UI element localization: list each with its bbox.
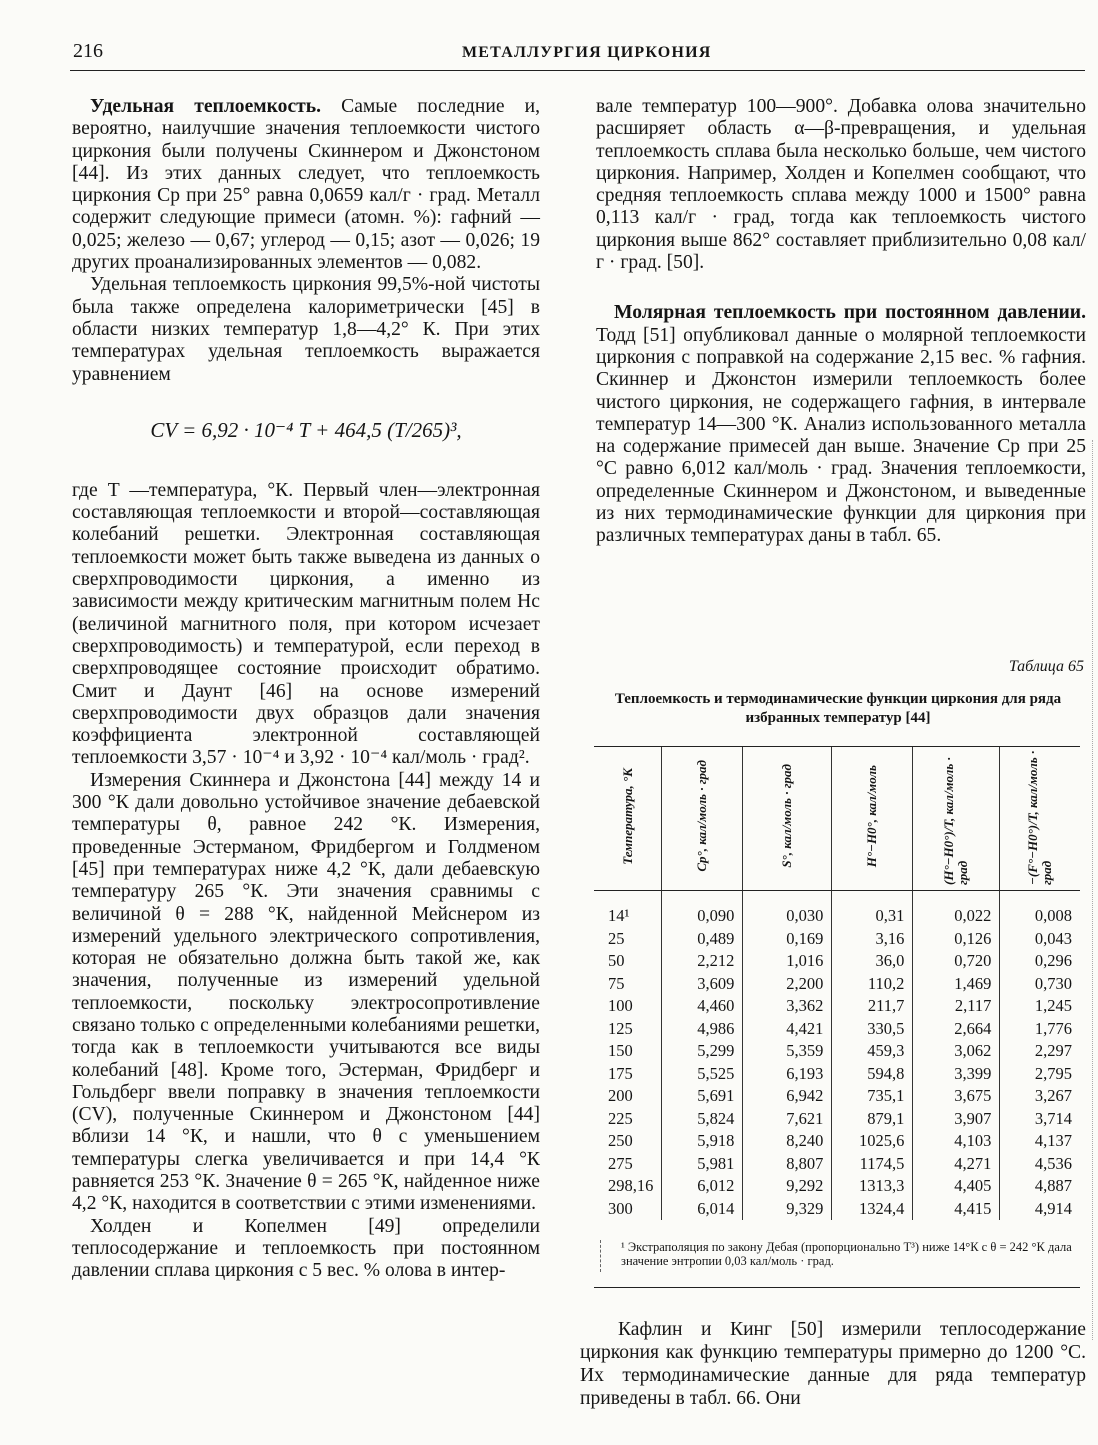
table-cell: 0,043 bbox=[1034, 928, 1072, 948]
table-row bbox=[594, 928, 1080, 951]
table-cell: 3,399 bbox=[913, 1063, 1000, 1086]
table-cell: 298,16 bbox=[594, 1175, 662, 1198]
table-row bbox=[594, 1153, 1080, 1176]
paragraph-text: Самые последние и, вероятно, наилучшие значения теплоемкости чистого циркония были получены Скиннером и Джонстоном [44]. Из этих данных следует, что теплоемкость циркония Cp при 25° равна 0,0659 кал/г · град. Металл содержит следующие примеси (атомн. %): гафний — 0,025; железо — 0,67; углерод — 0,15; азот — 0,026; 19 других проанализированных элементов — 0,082. bbox=[72, 96, 540, 274]
table-cell: 4,460 bbox=[662, 995, 743, 1018]
table-cell: 0,730 bbox=[1034, 973, 1072, 993]
paragraph-electronic-component: где T —температура, °К. Первый член—электронная составляющая теплоемкости и второй—составляющая колебаний решетки. Электронная составляющая теплоемкости может быть также выведена из данных о сверхпроводимости циркония, а именно из зависимости между критическим магнитным полем Hc (величиной магнитного поля, при котором исчезает сверхпроводимость) и температурой, если переход в сверхпроводящее состояние происходит обратимо. Смит и Даунт [46] на основе измерений сверхпроводимости двух образцов дали значения коэффициента электронной составляющей теплоемкости 3,57 · 10⁻⁴ и 3,92 · 10⁻⁴ кал/моль · град². bbox=[72, 479, 540, 769]
table-cell: 459,3 bbox=[832, 1040, 913, 1063]
table-row bbox=[594, 1063, 1080, 1086]
table-cell: 594,8 bbox=[832, 1063, 913, 1086]
paragraph-debye-temperature: Измерения Скиннера и Джонстона [44] между 14 и 300 °К дали довольно устойчивое значение дебаевской температуры θ, равное 242 °К. Измерения, проведенные Эстерманом, Фридбергом и Голдменом [45] при температурах ниже 4,2 °К, дали дебаевскую температуру 265 °К. Эти значения сравнимы с величиной θ = 288 °К, найденной Мейснером из измерений удельного электрического сопротивления, которая не обязательно должна быть такой же, как значения, полученные из измерений удельной теплоемкости, поскольку электросопротивление связано только с определенными колебаниями решетки, тогда как в теплоемкости учитываются все виды колебаний [48]. Кроме того, Эстерман, Фридберг и Гольдберг ввели поправку в значения теплоемкости (CV), полученные Скиннером и Джонстоном [44] вблизи 14 °К, и нашли, что θ с уменьшением температуры слегка увеличивается и при 14,4 °К равняется 253 °К. Значение θ = 265 °К, найденное ниже 4,2 °К, находится в соответствии с этими изменениями. bbox=[72, 769, 540, 1215]
table-cell: 7,621 bbox=[743, 1108, 832, 1131]
paragraph-calorimetric: Удельная теплоемкость циркония 99,5%-ной чистоты была также определена калориметрически [45] в области низких температур 1,8—4,2° К. При этих температурах удельная теплоемкость выражается уравнением bbox=[72, 274, 540, 385]
table-cell: 0,31 bbox=[832, 891, 913, 928]
table-row bbox=[594, 995, 1080, 1018]
table-cell: 225 bbox=[594, 1108, 662, 1131]
table-cell: 200 bbox=[594, 1085, 662, 1108]
table-cell: 110,2 bbox=[832, 973, 913, 996]
table-cell: 100 bbox=[594, 995, 662, 1018]
table-cell: 0,030 bbox=[743, 891, 832, 928]
table-cell: 1025,6 bbox=[832, 1130, 913, 1153]
table-cell: 0,489 bbox=[662, 928, 743, 951]
table-cell: 275 bbox=[594, 1153, 662, 1176]
table-cell: 9,292 bbox=[743, 1175, 832, 1198]
continuation-text bbox=[580, 1318, 1086, 1410]
table-cell: 1,245 bbox=[1034, 996, 1072, 1015]
table-cell: 4,405 bbox=[913, 1175, 1000, 1198]
table-cell: 1,016 bbox=[743, 950, 832, 973]
table-cell: 250 bbox=[594, 1130, 662, 1153]
table-cell: 6,012 bbox=[662, 1175, 743, 1198]
paragraph-coughlin-king: Кафлин и Кинг [50] измерили теплосодержание циркония как функцию температуры примерно до 1200 °С. Их термодинамические данные для ряда температур приведены в табл. 66. Они bbox=[580, 1319, 1086, 1409]
table-cell: 300 bbox=[594, 1198, 662, 1221]
table-row bbox=[594, 1085, 1080, 1108]
running-title: МЕТАЛЛУРГИЯ ЦИРКОНИЯ bbox=[462, 44, 712, 61]
table-cell: 2,664 bbox=[913, 1018, 1000, 1041]
table-cell: 3,062 bbox=[913, 1040, 1000, 1063]
table-cell: 0,126 bbox=[913, 928, 1000, 951]
paragraph-tin-alloy: вале температур 100—900°. Добавка олова значительно расширяет область α—β-превращения, и удельная теплоемкость сплава была несколько больше, чем чистого циркония. Например, Холден и Копелмен сообщают, что средняя теплоемкость сплава между 1000 и 1500° равна 0,113 кал/г · град, тогда как теплоемкость чистого циркония выше 862° составляет приблизительно 0,08 кал/г · град. [50]. bbox=[596, 96, 1086, 274]
table-cell: 5,359 bbox=[743, 1040, 832, 1063]
table-cell: 4,415 bbox=[913, 1198, 1000, 1221]
table-cell: 5,981 bbox=[662, 1153, 743, 1176]
table-cell: 1,776 bbox=[1034, 1018, 1072, 1038]
table-cell: 1174,5 bbox=[832, 1153, 913, 1176]
table-cell: 4,986 bbox=[662, 1018, 743, 1041]
table-cell: 6,193 bbox=[743, 1063, 832, 1086]
table-cell: 50 bbox=[594, 950, 662, 973]
table-row bbox=[594, 973, 1080, 996]
section-heading-molar-heat: Молярная теплоемкость при постоянном давлении. bbox=[614, 302, 1086, 324]
column-header: H°−H0°, кал/моль bbox=[832, 747, 913, 891]
table-cell: 5,691 bbox=[662, 1085, 743, 1108]
table-cell: 150 bbox=[594, 1040, 662, 1063]
table-cell: 3,16 bbox=[832, 928, 913, 951]
table-cell: 211,7 bbox=[832, 995, 913, 1018]
table-cell: 3,675 bbox=[913, 1085, 1000, 1108]
table-row bbox=[594, 891, 1080, 928]
table-cell: 1313,3 bbox=[832, 1175, 913, 1198]
table-row bbox=[594, 1198, 1080, 1221]
table-cell: 735,1 bbox=[832, 1085, 913, 1108]
table-cell: 4,536 bbox=[1034, 1153, 1072, 1173]
table-cell: 6,942 bbox=[743, 1085, 832, 1108]
table-cell: 9,329 bbox=[743, 1198, 832, 1221]
table-row bbox=[594, 1130, 1080, 1153]
paragraph-specific-heat bbox=[72, 96, 540, 274]
header-rule bbox=[70, 70, 1085, 71]
table-cell: 75 bbox=[594, 973, 662, 996]
table-row bbox=[594, 1108, 1080, 1131]
table-row bbox=[594, 1040, 1080, 1063]
table-title: Теплоемкость и термодинамические функции циркония для ряда избранных температур [44] bbox=[614, 691, 1062, 726]
table-cell: 2,200 bbox=[743, 973, 832, 996]
column-header: (H°−H0°)/T, кал/моль · град bbox=[913, 747, 1000, 891]
table-cell: 2,117 bbox=[913, 995, 1000, 1018]
table-row bbox=[594, 1018, 1080, 1041]
table-cell: 8,807 bbox=[743, 1153, 832, 1176]
table-cell: 25 bbox=[594, 928, 662, 951]
table-cell: 879,1 bbox=[832, 1108, 913, 1131]
table-cell: 4,103 bbox=[913, 1130, 1000, 1153]
table-cell: 4,271 bbox=[913, 1153, 1000, 1176]
table-cell: 0,169 bbox=[743, 928, 832, 951]
table-cell: 3,362 bbox=[743, 995, 832, 1018]
table-cell: 2,297 bbox=[1034, 1041, 1072, 1060]
table-row bbox=[594, 1175, 1080, 1198]
table-cell: 125 bbox=[594, 1018, 662, 1041]
table-cell: 330,5 bbox=[832, 1018, 913, 1041]
table-cell: 14¹ bbox=[594, 891, 662, 928]
table-footnote: ¹ Экстраполяция по закону Дебая (пропорционально T³) ниже 14°К с θ = 242 °К дала значение энтропии 0,03 кал/моль · град. bbox=[600, 1240, 1082, 1272]
column-header: Cp°, кал/моль · град bbox=[662, 747, 743, 891]
table-cell: 2,212 bbox=[662, 950, 743, 973]
paragraph-text: Тодд [51] опубликовал данные о молярной теплоемкости циркония с поправкой на содержание 2,15 вес. % гафния. Скиннер и Джонстон измерили теплоемкость более чистого циркония, не содержащего гафния, в интервале температур 14—300 °К. Анализ использованного металла на содержание примесей дан выше. Значение Cp при 25 °С равно 6,012 кал/моль · град. Значения теплоемкости, определенные Скиннером и Джонстоном, и выведенные из них термодинамические функции для циркония при различных температурах даны в табл. 65. bbox=[596, 324, 1086, 547]
column-header: −(F°−H0°)/T, кал/моль · град bbox=[1000, 747, 1080, 891]
table-cell: 2,795 bbox=[1034, 1063, 1072, 1083]
page-header bbox=[0, 0, 1098, 80]
page-edge bbox=[1092, 440, 1096, 1340]
table-cell: 3,714 bbox=[1034, 1108, 1072, 1128]
paragraph-molar-heat bbox=[596, 302, 1086, 547]
data-table bbox=[594, 746, 1080, 1288]
table-cell: 0,008 bbox=[1034, 906, 1072, 925]
table-cell: 0,720 bbox=[913, 950, 1000, 973]
table-cell: 175 bbox=[594, 1063, 662, 1086]
table-cell: 3,267 bbox=[1034, 1086, 1072, 1105]
paragraph-holden-kopelman: Холден и Копелмен [49] определили теплосодержание и теплоемкость при постоянном давлении сплава циркония с 5 вес. % олова в интер- bbox=[72, 1215, 540, 1282]
table-header-row bbox=[594, 747, 1080, 891]
table-cell: 3,609 bbox=[662, 973, 743, 996]
table-cell: 5,824 bbox=[662, 1108, 743, 1131]
table-cell: 4,887 bbox=[1034, 1176, 1072, 1195]
table-cell: 4,137 bbox=[1034, 1131, 1072, 1150]
table-cell: 36,0 bbox=[832, 950, 913, 973]
table-cell: 0,090 bbox=[662, 891, 743, 928]
table-cell: 5,299 bbox=[662, 1040, 743, 1063]
table-cell: 1,469 bbox=[913, 973, 1000, 996]
table-cell: 5,918 bbox=[662, 1130, 743, 1153]
table-cell: 5,525 bbox=[662, 1063, 743, 1086]
left-column bbox=[72, 96, 540, 1283]
table-cell: 3,907 bbox=[913, 1108, 1000, 1131]
table-cell: 4,914 bbox=[1034, 1198, 1072, 1218]
page-number: 216 bbox=[73, 40, 103, 62]
table-row bbox=[594, 950, 1080, 973]
table-cell: 4,421 bbox=[743, 1018, 832, 1041]
table-cell: 0,296 bbox=[1034, 951, 1072, 970]
table-cell: 1324,4 bbox=[832, 1198, 913, 1221]
table-cell: 6,014 bbox=[662, 1198, 743, 1221]
table-label: Таблица 65 bbox=[1008, 658, 1084, 675]
column-header: S°, кал/моль · град bbox=[743, 747, 832, 891]
equation: CV = 6,92 · 10⁻⁴ T + 464,5 (T/265)³, bbox=[150, 417, 462, 442]
section-heading-specific-heat: Удельная теплоемкость. bbox=[90, 96, 322, 117]
right-column bbox=[596, 96, 1086, 548]
column-header: Температура, °К bbox=[594, 747, 662, 891]
table-cell: 0,022 bbox=[913, 891, 1000, 928]
table-cell: 8,240 bbox=[743, 1130, 832, 1153]
